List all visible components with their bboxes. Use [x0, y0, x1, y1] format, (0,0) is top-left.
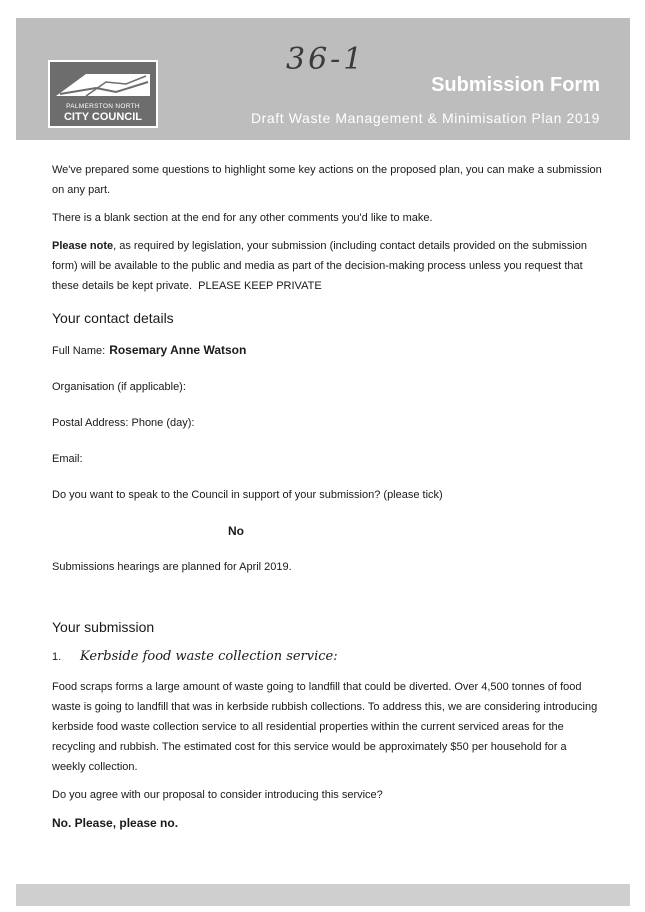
full-name-label: Full Name:	[52, 345, 106, 357]
email-field: Email:	[52, 453, 83, 465]
handwritten-reference-number: 36-1	[286, 42, 366, 77]
form-title: Submission Form	[431, 74, 600, 96]
question-1-body: Food scraps forms a large amount of waste going to landfill that could be diverted. Over 4,500 tonnes of food waste is going to landfill that was in kerbside rubbish collections. To address this, we are considering introducing kerbside food waste collection service to all residential properties within the current serviced areas for the recycling and rubbish. The estimated cost for this service would be approximately $50 per household for a weekly collection.	[52, 681, 598, 773]
contact-details-heading: Your contact details	[52, 310, 174, 326]
question-1-title	[52, 647, 602, 667]
postal-address-phone-field: Postal Address: Phone (day):	[52, 417, 195, 429]
form-subtitle: Draft Waste Management & Minimisation Plan 2019	[250, 110, 600, 126]
privacy-note	[52, 236, 602, 296]
hearings-note: Submissions hearings are planned for April 2019.	[52, 561, 292, 573]
your-submission-heading: Your submission	[52, 619, 155, 635]
speak-answer: No	[228, 524, 244, 538]
header-banner	[16, 18, 630, 140]
privacy-note-text: , as required by legislation, your submission (including contact details provided on the submission form) will be available to the public and media as part of the decision-making process unless you request that these details be kept private.	[52, 240, 588, 292]
footer-bar	[16, 884, 630, 906]
organisation-field: Organisation (if applicable):	[52, 381, 186, 393]
council-logo	[48, 60, 158, 128]
logo-text-bottom: CITY COUNCIL	[63, 111, 143, 123]
question-1-number: 1.	[52, 651, 62, 663]
full-name-value: Rosemary Anne Watson	[109, 343, 247, 357]
logo-text-top: PALMERSTON NORTH	[66, 103, 140, 110]
form-content	[52, 160, 602, 833]
question-1-answer: No. Please, please no.	[52, 816, 179, 830]
question-1-heading: Kerbside food waste collection service:	[80, 649, 338, 664]
keep-private-request: PLEASE KEEP PRIVATE	[198, 280, 322, 292]
privacy-note-label: Please note	[52, 240, 114, 252]
speak-to-council-question: Do you want to speak to the Council in support of your submission? (please tick)	[52, 489, 443, 501]
question-1-prompt: Do you agree with our proposal to consider introducing this service?	[52, 789, 383, 801]
intro-paragraph-2: There is a blank section at the end for any other comments you'd like to make.	[52, 212, 433, 224]
intro-paragraph-1: We've prepared some questions to highlight some key actions on the proposed plan, you can make a submission on any part.	[52, 164, 602, 196]
full-name-field	[52, 340, 602, 361]
council-logo-icon	[56, 68, 150, 100]
